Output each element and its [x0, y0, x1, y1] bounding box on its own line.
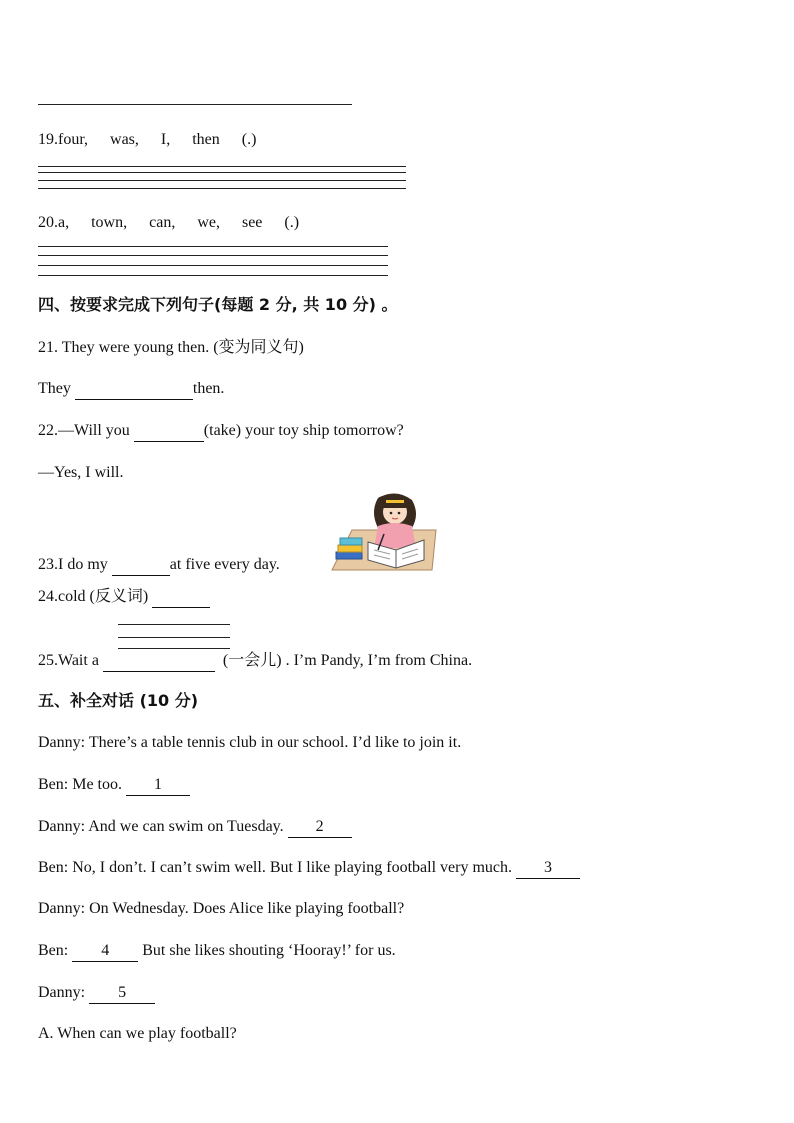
speaker: Danny:	[38, 734, 86, 751]
numbered-blank[interactable]: 5	[89, 983, 155, 1004]
answer-line	[38, 172, 406, 173]
section-5-title: 五、补全对话 (10 分)	[38, 691, 199, 710]
word: I,	[160, 131, 171, 148]
prompt-text: 25.Wait a	[38, 652, 103, 669]
answer-line	[118, 624, 230, 625]
answer-line	[38, 275, 388, 276]
dialogue-text: No, I don’t. I can’t swim well. But I like playing football very much.	[72, 859, 512, 876]
answer-line	[38, 180, 406, 181]
word: we,	[197, 214, 220, 231]
question-21: 21. They were young then. (变为同义句)	[38, 339, 304, 356]
answer-line	[38, 265, 388, 266]
speaker: Danny:	[38, 818, 86, 835]
dialogue-text: But she likes shouting ‘Hooray!’ for us.	[142, 942, 396, 959]
dialogue-text: On Wednesday. Does Alice like playing football?	[89, 900, 405, 917]
prompt-text: (一会儿) . I’m Pandy, I’m from China.	[222, 652, 473, 669]
answer-line	[38, 166, 406, 167]
numbered-blank[interactable]: 2	[288, 817, 352, 838]
word: then	[192, 131, 220, 148]
answer-line	[38, 255, 388, 256]
girl-studying-icon	[328, 490, 438, 572]
word: (.)	[284, 214, 300, 231]
answer-line	[118, 648, 230, 649]
option-a: A. When can we play football?	[38, 1025, 237, 1042]
question-25	[38, 651, 472, 672]
dialogue-line	[38, 983, 155, 1004]
dialogue-line	[38, 858, 580, 879]
section-4-title: 四、按要求完成下列句子(每题 2 分, 共 10 分) 。	[38, 295, 398, 314]
speaker: Danny:	[38, 984, 86, 1001]
answer-blank[interactable]	[134, 421, 204, 442]
speaker: Ben:	[38, 776, 69, 793]
speaker: Danny:	[38, 900, 86, 917]
answer-blank[interactable]	[152, 587, 210, 608]
dialogue-line	[38, 733, 461, 753]
prompt-text: at five every day.	[169, 556, 280, 573]
word: can,	[149, 214, 176, 231]
word: four,	[58, 131, 89, 148]
word: a,	[58, 214, 70, 231]
question-24	[38, 587, 210, 608]
question-number: 20.	[38, 214, 58, 231]
dialogue-text: Me too.	[72, 776, 122, 793]
word: see	[241, 214, 263, 231]
answer-blank[interactable]	[75, 379, 193, 400]
answer-line	[38, 188, 406, 189]
dialogue-text: And we can swim on Tuesday.	[88, 818, 284, 835]
numbered-blank[interactable]: 4	[72, 941, 138, 962]
dialogue-line	[38, 775, 190, 796]
numbered-blank[interactable]: 1	[126, 775, 190, 796]
prompt-text: 22.—Will you	[38, 422, 134, 439]
answer-blank[interactable]	[112, 555, 170, 576]
word: was,	[110, 131, 139, 148]
prompt-text: 24.cold (反义词)	[38, 588, 153, 605]
prompt-text: 23.I do my	[38, 556, 112, 573]
dialogue-text: There’s a table tennis club in our school. I’d like to join it.	[88, 734, 462, 751]
question-21-answer	[38, 379, 224, 400]
speaker: Ben:	[38, 942, 69, 959]
speaker: Ben:	[38, 859, 69, 876]
question-23	[38, 555, 280, 576]
word: (.)	[241, 131, 257, 148]
question-22	[38, 421, 404, 442]
question-number: 19.	[38, 131, 58, 148]
answer-line	[118, 637, 230, 638]
question-20	[38, 213, 321, 233]
word: town,	[91, 214, 128, 231]
numbered-blank[interactable]: 3	[516, 858, 580, 879]
dialogue-line	[38, 899, 404, 919]
answer-prefix: They	[38, 380, 75, 397]
answer-blank[interactable]	[103, 651, 215, 672]
prompt-text: (take) your toy ship tomorrow?	[203, 422, 404, 439]
question-19	[38, 130, 278, 150]
dialogue-line	[38, 817, 352, 838]
answer-line	[38, 246, 388, 247]
answer-suffix: then.	[192, 380, 225, 397]
question-22-reply: —Yes, I will.	[38, 464, 124, 481]
answer-line	[38, 104, 352, 105]
dialogue-line	[38, 941, 396, 962]
